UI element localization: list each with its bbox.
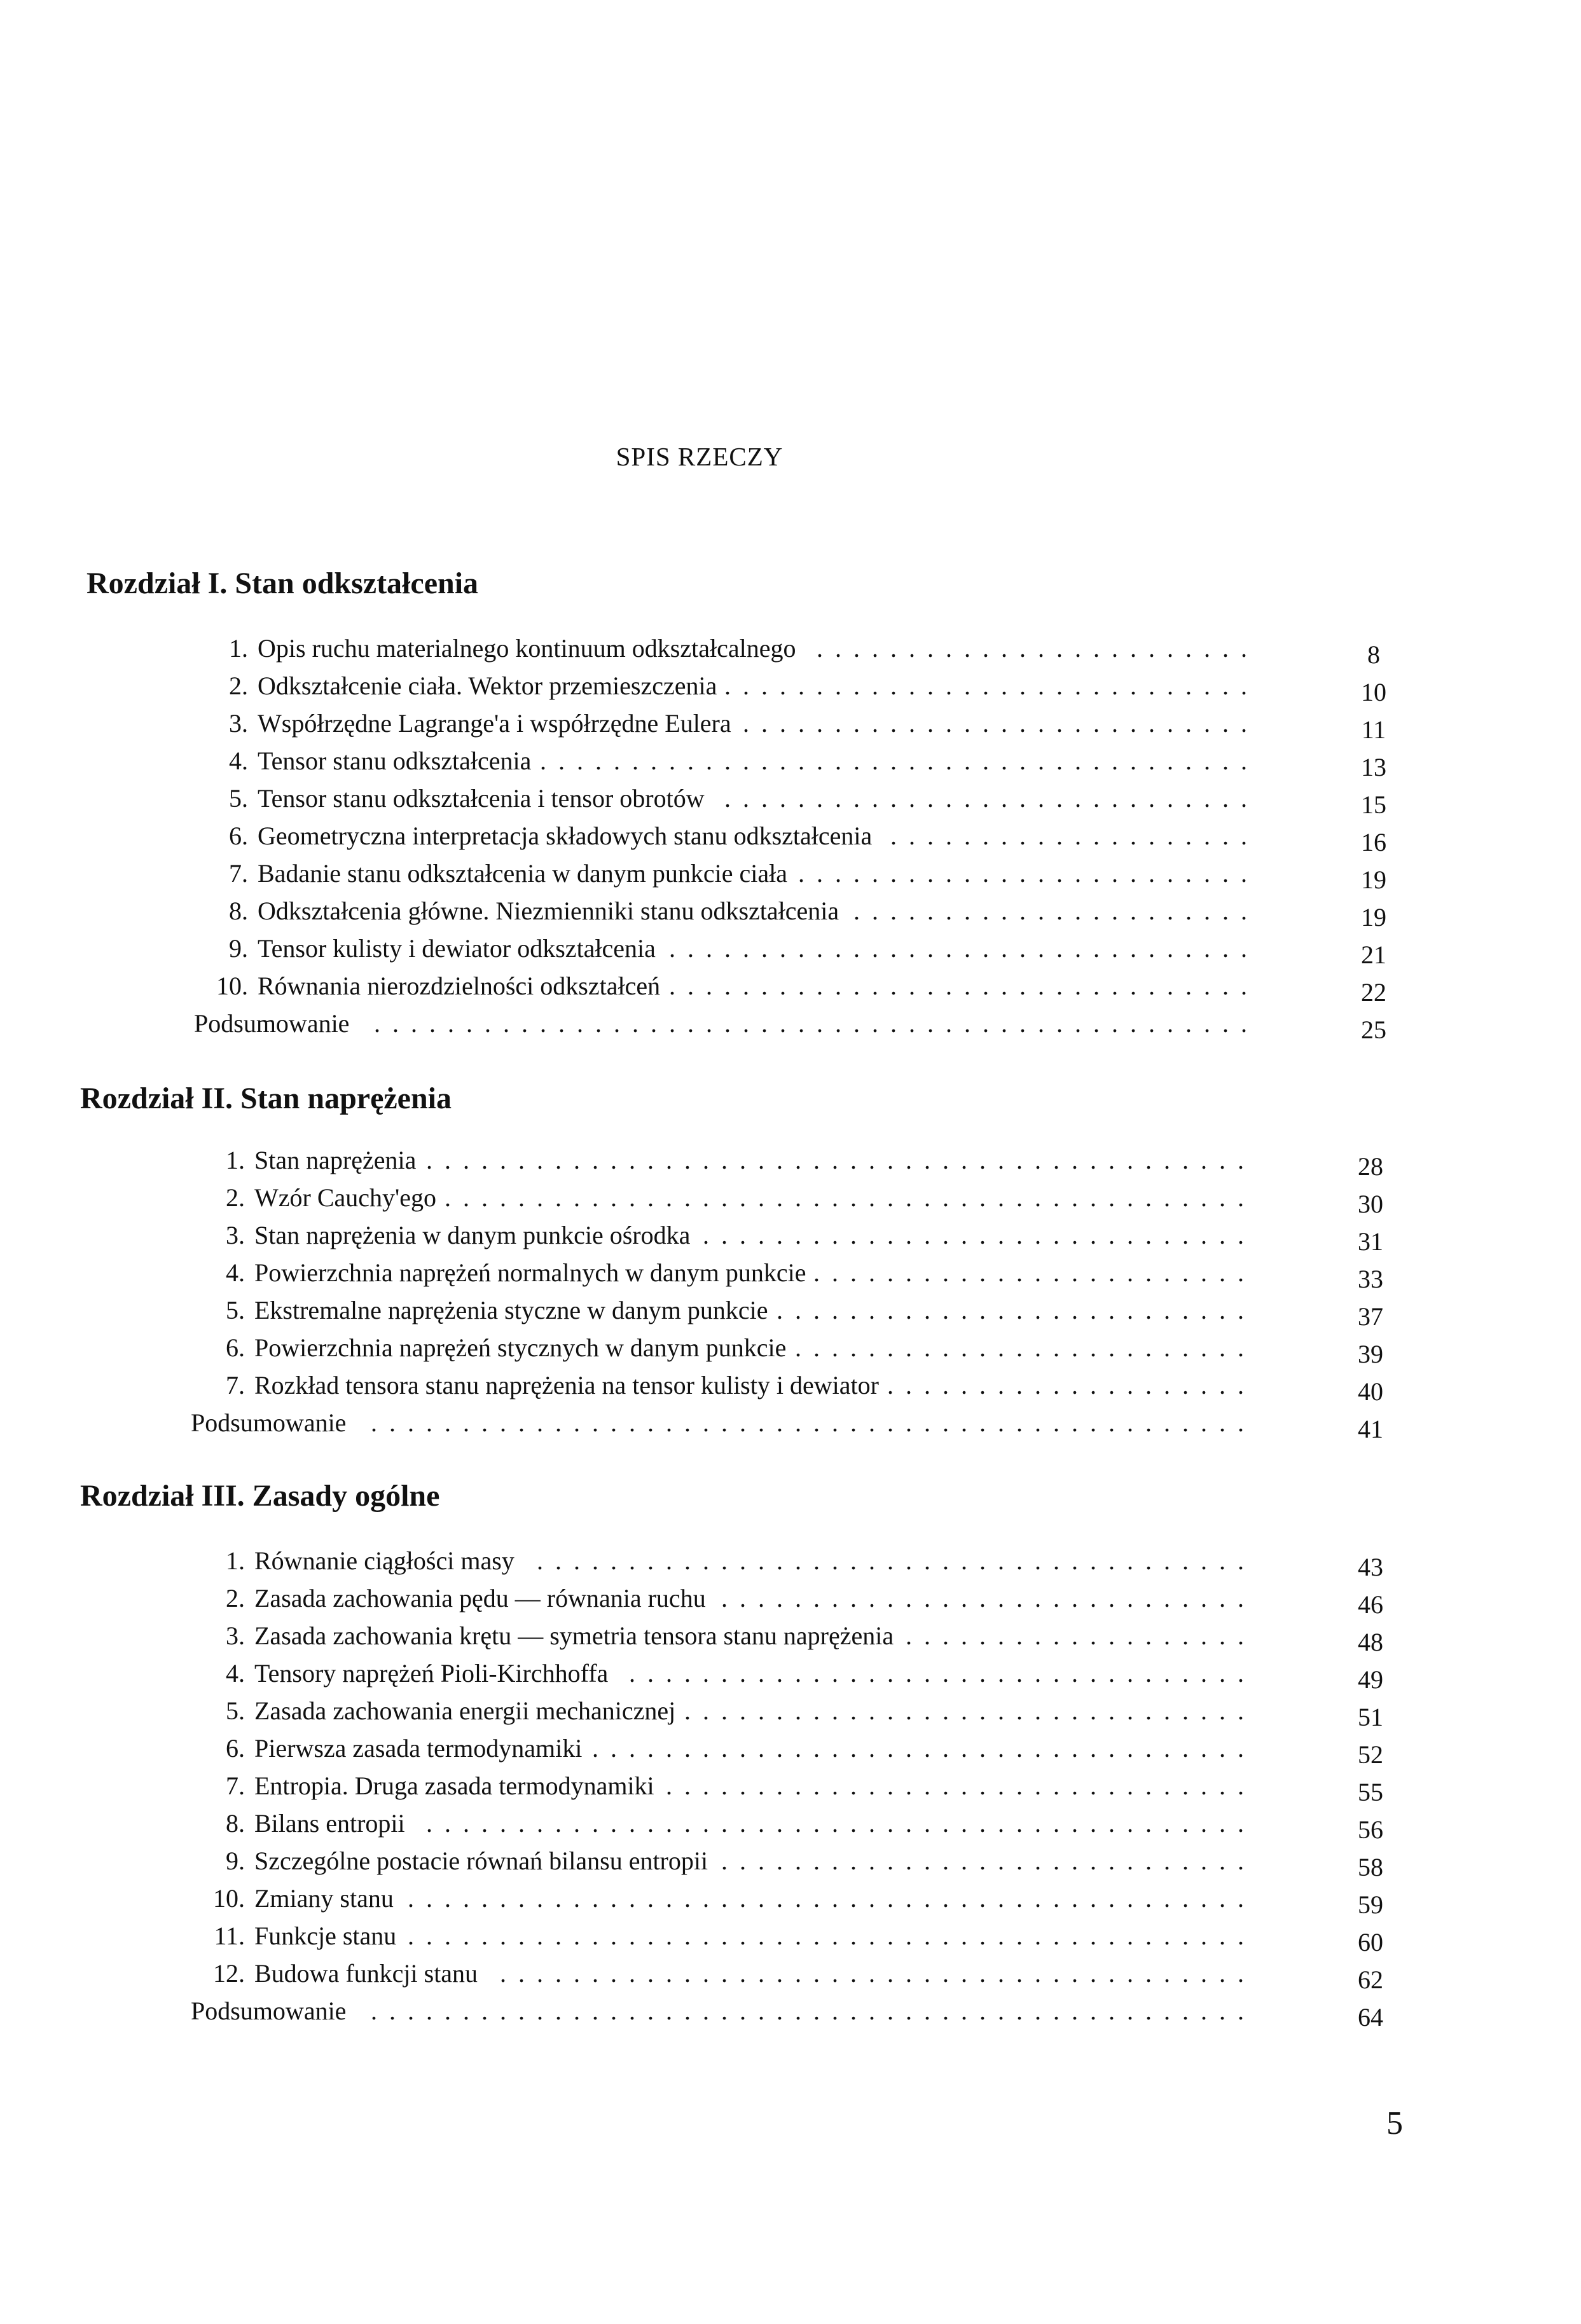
entry-page: 43	[1358, 1553, 1383, 1581]
toc-entry	[194, 705, 1402, 742]
entry-number: 2.	[226, 1584, 245, 1612]
dot-leader: ....................	[887, 1371, 1256, 1399]
entry-title: Podsumowanie	[191, 1997, 347, 2025]
dot-leader: .........................	[798, 859, 1259, 888]
dot-leader: .............................	[721, 1584, 1256, 1612]
dot-leader: .............................................	[426, 1146, 1256, 1174]
toc-entry	[191, 1654, 1399, 1692]
entry-number: 3.	[226, 1621, 245, 1650]
toc-summary-row	[191, 1404, 1399, 1441]
entry-number: 11.	[214, 1922, 245, 1950]
toc-entry	[191, 1366, 1399, 1404]
toc-entry	[194, 892, 1402, 930]
entry-page: 41	[1358, 1415, 1383, 1443]
entry-title: Stan naprężenia w danym punkcie ośrodka	[254, 1221, 691, 1249]
entry-page: 13	[1361, 753, 1386, 781]
entry-title: Tensory naprężeń Pioli-Kirchhoffa	[254, 1659, 609, 1688]
entry-title: Podsumowanie	[191, 1408, 347, 1437]
dot-leader: ......................	[853, 897, 1259, 925]
dot-leader: ................................	[669, 934, 1259, 963]
dot-leader: .........................	[795, 1333, 1256, 1362]
entry-title: Powierzchnia naprężeń normalnych w danym punkcie	[254, 1258, 806, 1287]
entry-title: Odkształcenia główne. Niezmienniki stanu odkształcenia	[258, 897, 839, 925]
dot-leader: ..............................................	[408, 1884, 1256, 1913]
entry-page: 16	[1361, 828, 1386, 856]
entry-title: Zmiany stanu	[254, 1884, 394, 1913]
toc-entry	[194, 742, 1402, 780]
entry-title: Równania nierozdzielności odkształceń	[258, 972, 661, 1000]
entry-title: Opis ruchu materialnego kontinuum odkształcalnego	[258, 634, 796, 663]
entry-title: Powierzchnia naprężeń stycznych w danym punkcie	[254, 1333, 787, 1362]
entry-page: 56	[1358, 1815, 1383, 1844]
chapter-heading	[80, 1081, 1352, 1116]
entry-page: 19	[1361, 903, 1386, 932]
entry-number: 5.	[229, 784, 248, 813]
dot-leader: ...............................	[684, 1696, 1256, 1725]
chapter-entries	[194, 629, 1402, 1042]
entry-number: 12.	[213, 1959, 245, 1988]
toc-entry	[191, 1291, 1399, 1329]
toc-summary-row	[191, 1992, 1399, 2030]
dot-leader: ............................	[743, 709, 1259, 738]
dot-leader: ....................	[890, 822, 1259, 850]
entry-page: 48	[1358, 1628, 1383, 1656]
dot-leader: ................................................	[371, 1408, 1256, 1437]
entry-page: 11	[1361, 715, 1386, 744]
entry-page: 59	[1358, 1890, 1383, 1919]
entry-page: 31	[1358, 1227, 1383, 1256]
toc-entry	[191, 1141, 1399, 1179]
entry-number: 1.	[226, 1546, 245, 1575]
entry-title: Zasada zachowania energii mechanicznej	[254, 1696, 676, 1725]
chapter-heading-text: Rozdział III. Zasady ogólne	[80, 1479, 440, 1513]
entry-number: 4.	[226, 1659, 245, 1688]
entry-page: 64	[1358, 2003, 1383, 2032]
entry-number: 9.	[226, 1846, 245, 1875]
toc-entry	[191, 1955, 1399, 1992]
toc-entry	[191, 1805, 1399, 1842]
toc-entry	[191, 1917, 1399, 1955]
dot-leader: ........................	[813, 1258, 1256, 1287]
dot-leader: ................................................	[371, 1997, 1256, 2025]
entry-number: 4.	[229, 746, 248, 775]
page-number: 5	[1386, 2105, 1403, 2142]
entry-number: 8.	[226, 1809, 245, 1838]
entry-number: 2.	[229, 671, 248, 700]
toc-summary-row	[194, 1005, 1402, 1042]
toc-entry	[191, 1617, 1399, 1654]
entry-page: 25	[1361, 1015, 1386, 1044]
toc-entry	[191, 1254, 1399, 1291]
entry-title: Badanie stanu odkształcenia w danym punkcie ciała	[258, 859, 788, 888]
dot-leader: ............................................	[445, 1183, 1256, 1212]
entry-title: Podsumowanie	[194, 1009, 350, 1038]
dot-leader: .........................................	[500, 1959, 1256, 1988]
entry-title: Funkcje stanu	[254, 1922, 397, 1950]
entry-title: Ekstremalne naprężenia styczne w danym punkcie	[254, 1296, 768, 1324]
entry-title: Zasada zachowania krętu — symetria tensora stanu naprężenia	[254, 1621, 894, 1650]
chapter-heading-text: Rozdział II. Stan naprężenia	[80, 1082, 452, 1115]
toc-entry	[191, 1579, 1399, 1617]
entry-number: 8.	[229, 897, 248, 925]
toc-entry	[191, 1329, 1399, 1366]
dot-leader: .............................	[721, 1846, 1256, 1875]
entry-page: 37	[1358, 1302, 1383, 1331]
chapter-heading	[80, 1478, 1352, 1513]
entry-page: 19	[1361, 865, 1386, 894]
entry-title: Rozkład tensora stanu naprężenia na tensor kulisty i dewiator	[254, 1371, 879, 1399]
toc-entry	[191, 1767, 1399, 1805]
entry-page: 21	[1361, 940, 1386, 969]
entry-title: Współrzędne Lagrange'a i współrzędne Eulera	[258, 709, 731, 738]
entry-page: 49	[1358, 1665, 1383, 1694]
dot-leader: ................................	[669, 972, 1259, 1000]
entry-page: 33	[1358, 1265, 1383, 1293]
dot-leader: .......................................	[537, 1546, 1256, 1575]
toc-entry	[191, 1179, 1399, 1216]
entry-title: Tensor kulisty i dewiator odkształcenia	[258, 934, 656, 963]
dot-leader: ................................................	[374, 1009, 1259, 1038]
entry-number: 3.	[229, 709, 248, 738]
entry-page: 28	[1358, 1152, 1383, 1181]
entry-number: 6.	[226, 1333, 245, 1362]
dot-leader: ...................	[906, 1621, 1256, 1650]
entry-title: Odkształcenie ciała. Wektor przemieszczenia	[258, 671, 717, 700]
toc-entry	[191, 1842, 1399, 1880]
entry-number: 6.	[229, 822, 248, 850]
toc-entry	[191, 1216, 1399, 1254]
entry-page: 55	[1358, 1778, 1383, 1806]
entry-title: Tensor stanu odkształcenia i tensor obrotów	[258, 784, 705, 813]
entry-title: Entropia. Druga zasada termodynamiki	[254, 1771, 654, 1800]
dot-leader: .............................	[724, 671, 1259, 700]
entry-title: Bilans entropii	[254, 1809, 405, 1838]
chapter-entries	[191, 1542, 1399, 2030]
entry-title: Stan naprężenia	[254, 1146, 417, 1174]
entry-title: Pierwsza zasada termodynamiki	[254, 1734, 583, 1763]
dot-leader: .......................................	[540, 746, 1259, 775]
toc-entry	[194, 967, 1402, 1005]
entry-title: Szczególne postacie równań bilansu entropii	[254, 1846, 708, 1875]
dot-leader: ........................	[817, 634, 1259, 663]
entry-number: 2.	[226, 1183, 245, 1212]
entry-title: Równanie ciągłości masy	[254, 1546, 514, 1575]
toc-entry	[194, 629, 1402, 667]
entry-title: Zasada zachowania pędu — równania ruchu	[254, 1584, 706, 1612]
entry-page: 8	[1367, 640, 1380, 669]
entry-number: 3.	[226, 1221, 245, 1249]
toc-entry	[194, 817, 1402, 855]
entry-number: 10.	[216, 972, 248, 1000]
entry-number: 7.	[226, 1771, 245, 1800]
toc-entry	[194, 780, 1402, 817]
dot-leader: ....................................	[592, 1734, 1256, 1763]
toc-entry	[194, 855, 1402, 892]
dot-leader: .............................................	[426, 1809, 1256, 1838]
entry-page: 40	[1358, 1377, 1383, 1406]
entry-number: 9.	[229, 934, 248, 963]
entry-title: Wzór Cauchy'ego	[254, 1183, 436, 1212]
page-title: SPIS RZECZY	[616, 442, 784, 471]
dot-leader: ..............................	[703, 1221, 1256, 1249]
entry-page: 10	[1361, 678, 1386, 706]
entry-page: 22	[1361, 978, 1386, 1007]
entry-number: 1.	[229, 634, 248, 663]
toc-entry	[194, 667, 1402, 705]
entry-number: 6.	[226, 1734, 245, 1763]
dot-leader: .............................	[724, 784, 1259, 813]
dot-leader: ................................	[666, 1771, 1256, 1800]
entry-page: 52	[1358, 1740, 1383, 1769]
entry-page: 62	[1358, 1965, 1383, 1994]
entry-number: 10.	[213, 1884, 245, 1913]
entry-page: 51	[1358, 1703, 1383, 1731]
entry-number: 5.	[226, 1696, 245, 1725]
entry-title: Budowa funkcji stanu	[254, 1959, 478, 1988]
entry-page: 46	[1358, 1590, 1383, 1619]
entry-number: 7.	[226, 1371, 245, 1399]
dot-leader: ..............................................	[408, 1922, 1256, 1950]
chapter-heading-text: Rozdział I. Stan odkształcenia	[86, 567, 479, 600]
entry-title: Tensor stanu odkształcenia	[258, 746, 532, 775]
entry-page: 30	[1358, 1190, 1383, 1218]
entry-number: 5.	[226, 1296, 245, 1324]
toc-entry	[194, 930, 1402, 967]
toc-entry	[191, 1729, 1399, 1767]
dot-leader: ..........................	[777, 1296, 1256, 1324]
toc-entry	[191, 1542, 1399, 1579]
entry-title: Geometryczna interpretacja składowych stanu odkształcenia	[258, 822, 873, 850]
toc-entry	[191, 1880, 1399, 1917]
entry-page: 15	[1361, 790, 1386, 819]
entry-page: 39	[1358, 1340, 1383, 1368]
entry-page: 58	[1358, 1853, 1383, 1881]
entry-number: 1.	[226, 1146, 245, 1174]
dot-leader: ..................................	[629, 1659, 1256, 1688]
entry-page: 60	[1358, 1928, 1383, 1956]
toc-entry	[191, 1692, 1399, 1729]
chapter-entries	[191, 1141, 1399, 1441]
chapter-heading	[86, 566, 1358, 601]
entry-number: 7.	[229, 859, 248, 888]
entry-number: 4.	[226, 1258, 245, 1287]
